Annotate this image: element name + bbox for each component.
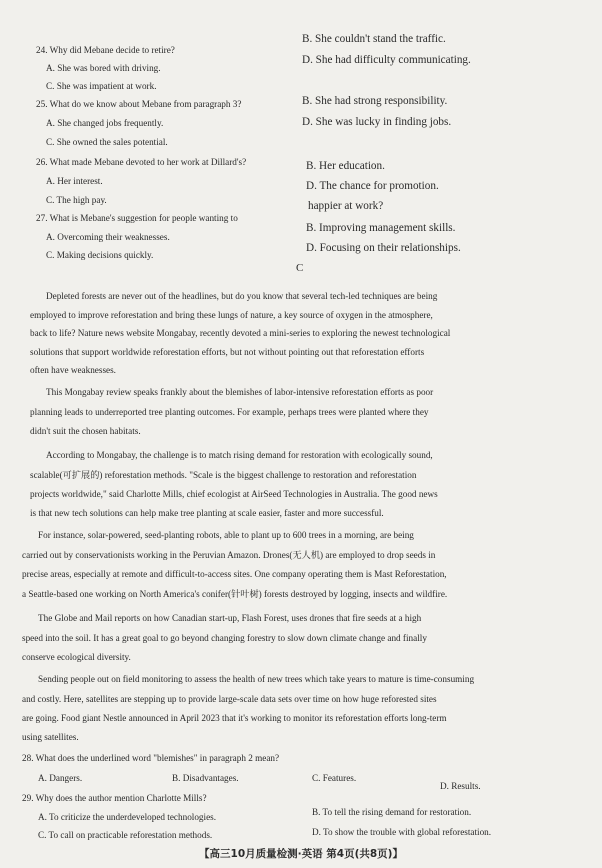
passage-line: speed into the soil. It has a great goal to go beyond changing forestry to slow down climate change and finally [22,633,427,643]
question-27-option-d: D. Focusing on their relationships. [306,242,461,254]
question-26-option-c: C. The high pay. [46,195,107,205]
question-25-stem: 25. What do we know about Mebane from paragraph 3? [36,99,242,109]
question-29-option-d: D. To show the trouble with global reforestation. [312,827,492,837]
passage-line: conserve ecological diversity. [22,652,131,662]
passage-line: The Globe and Mail reports on how Canadian start-up, Flash Forest, uses drones that fire seeds at a high [38,613,422,623]
question-25-option-c: C. She owned the sales potential. [46,137,168,147]
passage-line: projects worldwide," said Charlotte Mills, chief ecologist at AirSeed Technologies in Australia. The good news [30,489,438,499]
question-26-stem: 26. What made Mebane devoted to her work at Dillard's? [36,157,247,167]
question-25-option-b: B. She had strong responsibility. [302,95,448,107]
question-28-stem: 28. What does the underlined word "blemishes" in paragraph 2 mean? [22,753,280,763]
passage-line: scalable(可扩展的) reforestation methods. "Scale is the biggest challenge to restoration and reforestation [30,470,417,480]
question-27-stem-continued: happier at work? [308,200,384,212]
question-25-option-a: A. She changed jobs frequently. [46,118,164,128]
question-29-option-a: A. To criticize the underdeveloped technologies. [38,812,217,822]
question-26-option-a: A. Her interest. [46,176,103,186]
passage-line: didn't suit the chosen habitats. [30,426,141,436]
question-26-option-b: B. Her education. [306,160,385,172]
question-27-stem: 27. What is Mebane's suggestion for people wanting to [36,213,238,223]
passage-line: are going. Food giant Nestle announced in April 2023 that it's working to monitor its reforestation efforts long-term [22,713,447,723]
section-heading: C [296,262,304,274]
passage-line: Depleted forests are never out of the headlines, but do you know that several tech-led techniques are being [46,291,438,301]
passage-line: and costly. Here, satellites are stepping up to provide large-scale data sets over time on how huge reforested sites [22,694,437,704]
question-24-stem: 24. Why did Mebane decide to retire? [36,45,175,55]
passage-line: carried out by conservationists working in the Peruvian Amazon. Drones(无人机) are employed to drop seeds in [22,550,436,560]
question-25-option-d: D. She was lucky in finding jobs. [302,116,452,128]
passage-line: employed to improve reforestation and bring these lungs of nature, a key source of oxygen in the atmosphere, [30,310,433,320]
question-29-option-b: B. To tell the rising demand for restoration. [312,807,472,817]
passage-line: planning leads to underreported tree planting outcomes. For example, perhaps trees were planted where they [30,407,429,417]
passage-line: using satellites. [22,732,79,742]
question-28-option-d: D. Results. [440,781,481,791]
question-24-option-a: A. She was bored with driving. [46,63,161,73]
question-24-option-d: D. She had difficulty communicating. [302,54,471,66]
passage-line: back to life? Nature news website Mongabay, recently devoted a mini-series to exploring the newest technological [30,328,451,338]
question-27-option-c: C. Making decisions quickly. [46,250,154,260]
question-24-option-c: C. She was impatient at work. [46,81,157,91]
page-footer: 【高三10月质量检测·英语 第4页(共8页)】 [199,848,403,860]
question-29-stem: 29. Why does the author mention Charlotte Mills? [22,793,207,803]
passage-line: a Seattle-based one working on North America's conifer(针叶树) forests destroyed by logging, insects and wildfire. [22,589,448,599]
question-26-option-d: D. The chance for promotion. [306,180,439,192]
passage-line: This Mongabay review speaks frankly about the blemishes of labor-intensive reforestation efforts as poor [46,387,434,397]
question-27-option-b: B. Improving management skills. [306,222,456,234]
question-28-option-a: A. Dangers. [38,773,83,783]
question-28-option-c: C. Features. [312,773,357,783]
passage-line: For instance, solar-powered, seed-planting robots, able to plant up to 600 trees in a morning, are being [38,530,414,540]
passage-line: Sending people out on field monitoring to assess the health of new trees which take years to mature is time-consuming [38,674,475,684]
question-29-option-c: C. To call on practicable reforestation methods. [38,830,213,840]
passage-line: precise areas, especially at remote and difficult-to-access sites. One company operating them is Mast Reforestation, [22,569,447,579]
passage-line: is that new tech solutions can help make tree planting at scale easier, faster and more successful. [30,508,384,518]
question-27-option-a: A. Overcoming their weaknesses. [46,232,170,242]
passage-line: often have weaknesses. [30,365,116,375]
passage-line: solutions that support worldwide reforestation efforts, but not without pointing out that reforestation efforts [30,347,425,357]
question-28-option-b: B. Disadvantages. [172,773,239,783]
passage-line: According to Mongabay, the challenge is to match rising demand for restoration with ecologically sound, [46,450,433,460]
question-24-option-b: B. She couldn't stand the traffic. [302,33,446,45]
